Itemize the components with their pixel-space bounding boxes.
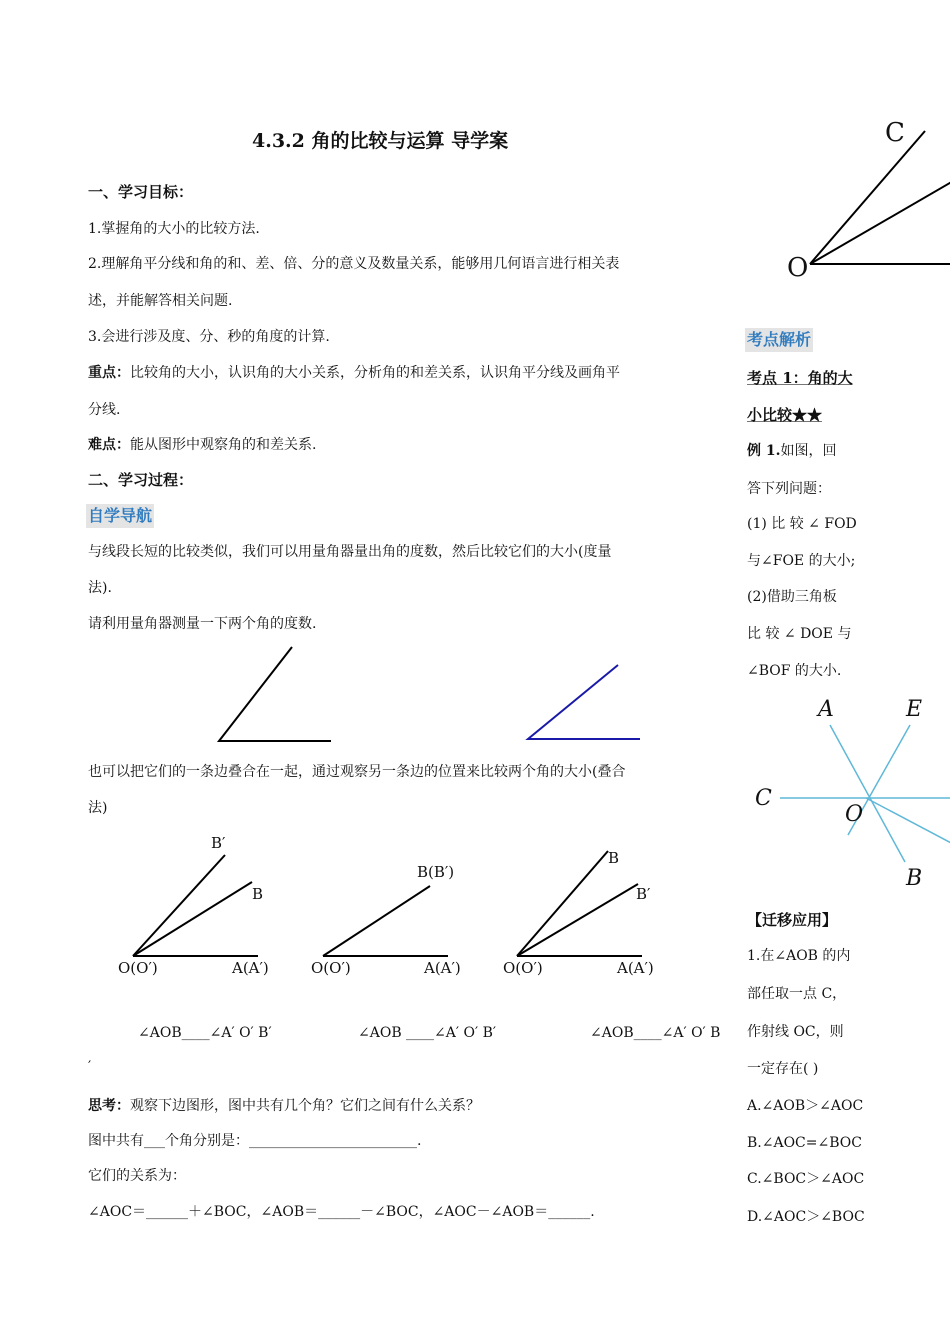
point1-title-b: 小比较★★ [747, 406, 823, 424]
transfer-q1a: 1.在∠AOB 的内 [747, 948, 851, 964]
diff-label: 难点： [88, 437, 130, 453]
compare-blank-3-tail: ′ [88, 1059, 92, 1075]
question-1b: 与∠FOE 的大小; [747, 553, 856, 569]
point1-title-a: 考点 1：角的大 [747, 369, 853, 387]
diff-text: 能从图形中观察角的和差关系. [130, 437, 317, 453]
compare-blank-1: ∠AOB____∠A′ O′ B′ [138, 1025, 272, 1041]
ray-of [866, 798, 950, 845]
example-1-line2: 答下列问题： [747, 481, 831, 497]
key-text-cont: 分线. [88, 402, 121, 418]
compare-blank-2: ∠AOB ____∠A′ O′ B′ [358, 1025, 497, 1041]
fig3-label-b: B [608, 849, 620, 867]
transfer-q1c: 作射线 OC，则 [747, 1024, 844, 1040]
self-study-nav: 自学导航 [86, 504, 154, 528]
fig2-label-a: A(A′) [424, 959, 461, 977]
think-label: 思考： [88, 1098, 130, 1114]
fig-label-c: C [755, 786, 772, 811]
fig1-label-o: O(O′) [118, 959, 158, 977]
example-label: 例 1. [747, 443, 781, 459]
fig-label-a: A [818, 697, 834, 722]
para-overlay-b: 法) [88, 800, 108, 816]
ray-oa-ob [830, 725, 905, 862]
fig2-label-b: B(B′) [417, 863, 455, 881]
transfer-q1b: 部任取一点 C， [747, 986, 847, 1002]
transfer-heading: 【迁移应用】 [747, 911, 838, 929]
fig1-label-b: B [252, 885, 264, 903]
fig3-label-b1: B′ [636, 885, 651, 903]
fig1-label-b1: B′ [211, 834, 226, 852]
fig-label-o: O [845, 802, 864, 827]
example-text: 如图，回 [780, 443, 837, 459]
compare-blank-3: ∠AOB____∠A′ O′ B [590, 1025, 721, 1041]
para-measure-a: 与线段长短的比较类似，我们可以用量角器量出角的度数，然后比较它们的大小(度量 [88, 544, 612, 560]
question-1a: (1) 比 较 ∠ FOD [747, 516, 857, 532]
label-o: O [787, 253, 809, 283]
angle-count-line: 图中共有___个角分别是：________________________. [88, 1133, 422, 1149]
fig3-label-o: O(O′) [503, 959, 543, 977]
key-label: 重点： [88, 365, 130, 381]
think-text: 观察下边图形，图中共有几个角？它们之间有什么关系？ [130, 1098, 480, 1114]
fig2-label-o: O(O′) [311, 959, 351, 977]
option-d: D.∠AOC＞∠BOC [747, 1209, 865, 1225]
objective-2b: 述，并能解答相关问题. [88, 293, 233, 309]
page-title: 4.3.2 角的比较与运算 导学案 [252, 130, 509, 152]
process-heading: 二、学习过程： [88, 471, 194, 489]
question-2c: ∠BOF 的大小. [747, 663, 842, 679]
key-text: 比较角的大小，认识角的大小关系，分析角的和差关系，认识角平分线及画角平 [130, 365, 620, 381]
fig-label-e: E [906, 697, 923, 722]
exam-analysis-heading: 考点解析 [745, 328, 813, 352]
relation-label: 它们的关系为： [88, 1168, 186, 1184]
para-protractor: 请利用量角器测量一下两个角的度数. [88, 616, 317, 632]
para-overlay-a: 也可以把它们的一条边叠合在一起，通过观察另一条边的位置来比较两个角的大小(叠合 [88, 764, 626, 780]
question-2a: (2)借助三角板 [747, 589, 837, 605]
transfer-q1d: 一定存在( ) [747, 1061, 819, 1077]
fig-label-b: B [906, 866, 923, 891]
objective-2a: 2.理解角平分线和角的和、差、倍、分的意义及数量关系，能够用几何语言进行相关表 [88, 256, 620, 272]
fig3-label-a: A(A′) [617, 959, 654, 977]
option-b: B.∠AOC=∠BOC [747, 1135, 862, 1151]
question-2b: 比 较 ∠ DOE 与 [747, 626, 852, 642]
objectives-heading: 一、学习目标： [88, 183, 194, 201]
para-measure-b: 法). [88, 580, 112, 596]
option-a: A.∠AOB＞∠AOC [747, 1098, 864, 1114]
objective-3: 3.会进行涉及度、分、秒的角度的计算. [88, 329, 330, 345]
fig1-label-a: A(A′) [232, 959, 269, 977]
label-c: C [885, 118, 905, 148]
option-c: C.∠BOC＞∠AOC [747, 1171, 865, 1187]
relation-line: ∠AOC＝______＋∠BOC，∠AOB＝______－∠BOC，∠AOC－∠AOB＝______. [88, 1204, 595, 1220]
objective-1: 1.掌握角的大小的比较方法. [88, 221, 260, 237]
